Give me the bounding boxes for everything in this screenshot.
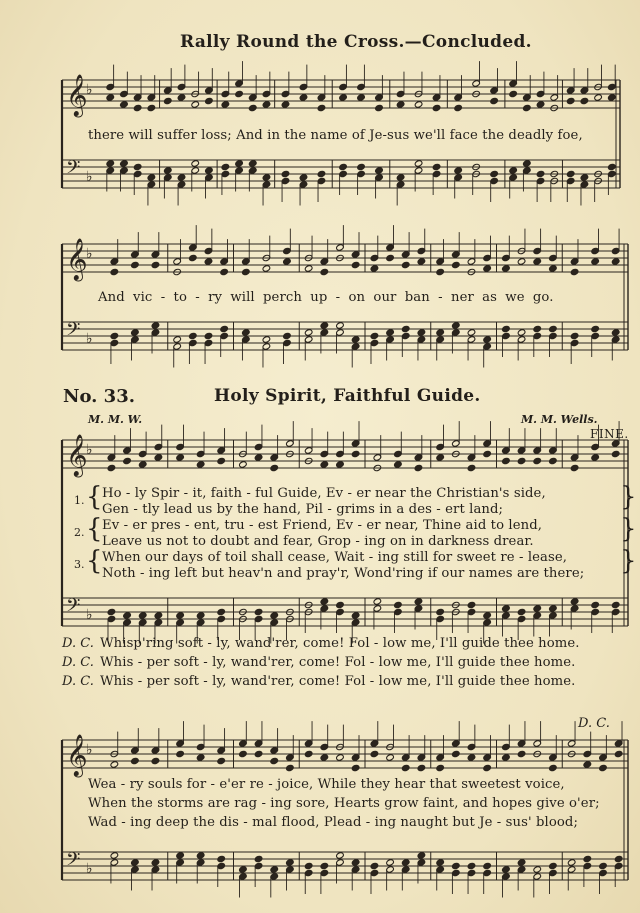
note-head xyxy=(304,750,313,757)
note-head xyxy=(270,464,279,471)
note-head xyxy=(611,258,620,265)
note-head xyxy=(110,852,119,859)
note-head xyxy=(394,461,403,468)
note-head xyxy=(483,336,492,343)
note-head xyxy=(517,859,526,866)
verse-number-2: 2. xyxy=(74,526,85,539)
note-head xyxy=(317,104,326,111)
note-head xyxy=(254,608,263,615)
note-head xyxy=(299,94,308,101)
note-head xyxy=(608,163,617,170)
note-head xyxy=(235,90,244,97)
note-head xyxy=(454,167,463,174)
dc-marker: D. C. xyxy=(62,636,94,651)
note-head xyxy=(614,855,623,862)
note-head xyxy=(320,461,329,468)
note-head xyxy=(414,464,423,471)
note-head xyxy=(106,94,115,101)
note-head xyxy=(570,332,579,339)
note-head xyxy=(270,612,279,619)
note-head xyxy=(123,612,132,619)
note-head xyxy=(417,764,426,771)
flat-icon: ♭ xyxy=(86,169,93,185)
words-credit: M. M. W. xyxy=(88,413,143,426)
verse-1-line-2: Gen - tly lead us by the hand, Pil - grims in a des - ert land; xyxy=(102,502,504,517)
note-head xyxy=(217,855,226,862)
note-head xyxy=(502,457,511,464)
treble-clef-icon: 𝄞 xyxy=(66,433,88,476)
note-head xyxy=(549,265,558,272)
note-head xyxy=(490,97,499,104)
note-head xyxy=(262,101,271,108)
note-head xyxy=(483,450,492,457)
dc-line-2: Whis - per soft - ly, wand'rer, come! Fol - low me, I'll guide thee home. xyxy=(100,655,576,670)
note-head xyxy=(517,258,526,265)
note-head xyxy=(196,754,205,761)
note-head xyxy=(502,866,511,873)
note-head xyxy=(154,612,163,619)
chorus-line-1: Wea - ry souls for - e'er re - joice, While they hear that sweetest voice, xyxy=(88,777,565,792)
note-head xyxy=(191,160,200,167)
note-head xyxy=(320,754,329,761)
note-head xyxy=(317,170,326,177)
note-head xyxy=(523,160,532,167)
rally-lyric-line-1: there will suffer loss; And in the name of Je-sus we'll face the deadly foe, xyxy=(88,128,583,143)
note-head xyxy=(533,325,542,332)
verse-3-line-2: Noth - ing left but heav'n and pray'r, Wond'ring if our names are there; xyxy=(102,566,585,581)
note-head xyxy=(339,94,348,101)
note-head xyxy=(436,859,445,866)
bass-clef-icon: 𝄢 xyxy=(66,319,81,345)
verse-brace-right: } xyxy=(620,514,637,544)
chorus-line-3: Wad - ing deep the dis - mal flood, Plead - ing naught but Je - sus' blood; xyxy=(88,815,579,830)
note-head xyxy=(283,332,292,339)
note-head xyxy=(467,329,476,336)
note-head xyxy=(217,757,226,764)
note-head xyxy=(248,160,257,167)
note-head xyxy=(549,325,558,332)
note-head xyxy=(432,104,441,111)
note-head xyxy=(517,457,526,464)
note-head xyxy=(147,174,156,181)
note-head xyxy=(536,170,545,177)
note-head xyxy=(138,612,147,619)
note-head xyxy=(608,94,617,101)
note-head xyxy=(254,750,263,757)
note-head xyxy=(239,750,248,757)
note-head xyxy=(283,258,292,265)
note-head xyxy=(281,170,290,177)
note-head xyxy=(401,261,410,268)
note-head xyxy=(131,859,140,866)
note-head xyxy=(599,862,608,869)
note-head xyxy=(591,258,600,265)
note-head xyxy=(336,852,345,859)
note-head xyxy=(320,268,329,275)
music-credit: M. M. Wells. xyxy=(521,413,598,426)
note-head xyxy=(336,461,345,468)
treble-clef-icon: 𝄞 xyxy=(66,73,88,116)
note-head xyxy=(336,322,345,329)
note-head xyxy=(452,322,461,329)
note-head xyxy=(242,268,251,275)
note-head xyxy=(386,754,395,761)
note-head xyxy=(483,764,492,771)
note-head xyxy=(133,104,142,111)
note-head xyxy=(254,855,263,862)
note-head xyxy=(336,601,345,608)
note-head xyxy=(239,866,248,873)
note-head xyxy=(517,750,526,757)
note-head xyxy=(110,761,119,768)
note-head xyxy=(483,265,492,272)
note-head xyxy=(191,101,200,108)
note-head xyxy=(304,862,313,869)
note-head xyxy=(467,754,476,761)
bass-clef-icon: 𝄢 xyxy=(66,157,81,183)
note-head xyxy=(417,852,426,859)
verse-brace-right: } xyxy=(620,546,637,576)
note-head xyxy=(533,258,542,265)
note-head xyxy=(176,750,185,757)
note-head xyxy=(177,94,186,101)
note-head xyxy=(467,862,476,869)
note-head xyxy=(320,862,329,869)
note-head xyxy=(467,601,476,608)
note-head xyxy=(123,457,132,464)
note-head xyxy=(502,265,511,272)
note-head xyxy=(386,329,395,336)
bass-clef-icon: 𝄢 xyxy=(66,595,81,621)
note-head xyxy=(151,261,160,268)
note-head xyxy=(370,332,379,339)
note-head xyxy=(357,163,366,170)
note-head xyxy=(591,325,600,332)
note-head xyxy=(509,167,518,174)
note-head xyxy=(304,329,313,336)
hymn-number: No. 33. xyxy=(63,386,135,407)
note-head xyxy=(580,174,589,181)
note-head xyxy=(147,104,156,111)
note-head xyxy=(386,859,395,866)
note-head xyxy=(106,160,115,167)
dc-marker: D. C. xyxy=(62,655,94,670)
note-head xyxy=(205,167,214,174)
note-head xyxy=(533,866,542,873)
note-head xyxy=(502,754,511,761)
verse-brace-right: } xyxy=(620,482,637,512)
note-head xyxy=(304,265,313,272)
note-head xyxy=(401,325,410,332)
verse-number-3: 3. xyxy=(74,558,85,571)
flat-icon: ♭ xyxy=(86,861,93,877)
note-head xyxy=(131,261,140,268)
note-head xyxy=(370,265,379,272)
note-head xyxy=(599,764,608,771)
note-head xyxy=(196,852,205,859)
page-header-title: Rally Round the Cross.—Concluded. xyxy=(180,32,532,52)
note-head xyxy=(110,332,119,339)
note-head xyxy=(173,336,182,343)
note-head xyxy=(205,97,214,104)
note-head xyxy=(401,859,410,866)
note-head xyxy=(138,461,147,468)
note-head xyxy=(533,605,542,612)
verse-1-line-1: Ho - ly Spir - it, faith - ful Guide, Ev - er near the Christian's side, xyxy=(102,486,546,501)
note-head xyxy=(339,163,348,170)
note-head xyxy=(417,329,426,336)
verse-brace-left: { xyxy=(86,514,103,544)
note-head xyxy=(375,104,384,111)
flat-icon: ♭ xyxy=(86,442,93,458)
note-head xyxy=(154,454,163,461)
flat-icon: ♭ xyxy=(86,331,93,347)
note-head xyxy=(517,608,526,615)
treble-clef-icon: 𝄞 xyxy=(66,237,88,280)
note-head xyxy=(262,174,271,181)
note-head xyxy=(414,101,423,108)
note-head xyxy=(110,268,119,275)
note-head xyxy=(107,608,116,615)
dc-line-3: Whis - per soft - ly, wand'rer, come! Fol - low me, I'll guide thee home. xyxy=(100,674,576,689)
note-head xyxy=(533,457,542,464)
note-head xyxy=(351,859,360,866)
note-head xyxy=(452,750,461,757)
note-head xyxy=(386,254,395,261)
note-head xyxy=(611,329,620,336)
note-head xyxy=(414,598,423,605)
dc-mark: D. C. xyxy=(578,716,610,731)
note-head xyxy=(490,170,499,177)
note-head xyxy=(549,605,558,612)
note-head xyxy=(436,608,445,615)
note-head xyxy=(467,464,476,471)
note-head xyxy=(594,94,603,101)
note-head xyxy=(204,332,213,339)
note-head xyxy=(217,457,226,464)
note-head xyxy=(262,336,271,343)
verse-2-line-1: Ev - er pres - ent, tru - est Friend, Ev - er near, Thine aid to lend, xyxy=(102,518,543,533)
note-head xyxy=(452,862,461,869)
note-head xyxy=(417,258,426,265)
note-head xyxy=(436,268,445,275)
note-head xyxy=(370,750,379,757)
note-head xyxy=(591,601,600,608)
note-head xyxy=(176,454,185,461)
note-head xyxy=(566,97,575,104)
note-head xyxy=(432,163,441,170)
bass-clef-icon: 𝄢 xyxy=(66,849,81,875)
note-head xyxy=(220,268,229,275)
note-head xyxy=(254,454,263,461)
note-head xyxy=(351,612,360,619)
flat-icon: ♭ xyxy=(86,82,93,98)
note-head xyxy=(570,598,579,605)
note-head xyxy=(270,866,279,873)
note-head xyxy=(320,322,329,329)
note-head xyxy=(351,261,360,268)
treble-clef-icon: 𝄞 xyxy=(66,733,88,776)
note-head xyxy=(120,101,129,108)
verse-3-line-1: When our days of toil shall cease, Wait - ing still for sweet re - lease, xyxy=(102,550,568,565)
note-head xyxy=(375,167,384,174)
note-head xyxy=(502,325,511,332)
note-head xyxy=(221,163,230,170)
note-head xyxy=(196,612,205,619)
note-head xyxy=(567,859,576,866)
note-head xyxy=(220,325,229,332)
note-head xyxy=(351,336,360,343)
note-head xyxy=(452,261,461,268)
note-head xyxy=(502,605,511,612)
note-head xyxy=(396,174,405,181)
note-head xyxy=(262,265,271,272)
note-head xyxy=(151,859,160,866)
note-head xyxy=(217,608,226,615)
note-head xyxy=(235,160,244,167)
note-head xyxy=(454,104,463,111)
note-head xyxy=(370,862,379,869)
note-head xyxy=(320,598,329,605)
note-head xyxy=(566,170,575,177)
verse-brace-left: { xyxy=(86,546,103,576)
note-head xyxy=(483,862,492,869)
note-head xyxy=(204,258,213,265)
note-head xyxy=(436,329,445,336)
note-head xyxy=(536,101,545,108)
note-head xyxy=(164,167,173,174)
note-head xyxy=(221,101,230,108)
note-head xyxy=(151,322,160,329)
note-head xyxy=(351,450,360,457)
note-head xyxy=(517,329,526,336)
note-head xyxy=(523,104,532,111)
note-head xyxy=(164,97,173,104)
note-head xyxy=(351,764,360,771)
note-head xyxy=(583,855,592,862)
note-head xyxy=(373,598,382,605)
verse-number-1: 1. xyxy=(74,494,85,507)
rally-lyric-line-2: And vic - to - ry will perch up - on our ban - ner as we go. xyxy=(98,290,554,305)
verse-2-line-2: Leave us not to doubt and fear, Grop - ing on in darkness drear. xyxy=(102,534,534,549)
note-head xyxy=(611,601,620,608)
chorus-line-2: When the storms are rag - ing sore, Hearts grow faint, and hopes give o'er; xyxy=(88,796,600,811)
note-head xyxy=(549,862,558,869)
hymn-title: Holy Spirit, Faithful Guide. xyxy=(214,386,481,406)
note-head xyxy=(580,97,589,104)
note-head xyxy=(436,764,445,771)
note-head xyxy=(286,764,295,771)
note-head xyxy=(270,757,279,764)
note-head xyxy=(133,163,142,170)
note-head xyxy=(591,454,600,461)
note-head xyxy=(549,764,558,771)
note-head xyxy=(281,101,290,108)
note-head xyxy=(483,612,492,619)
note-head xyxy=(131,757,140,764)
verse-brace-left: { xyxy=(86,482,103,512)
note-head xyxy=(286,859,295,866)
flat-icon: ♭ xyxy=(86,246,93,262)
note-head xyxy=(357,94,366,101)
note-head xyxy=(176,852,185,859)
note-head xyxy=(394,601,403,608)
note-head xyxy=(189,332,198,339)
note-head xyxy=(549,457,558,464)
note-head xyxy=(196,461,205,468)
note-head xyxy=(131,329,140,336)
note-head xyxy=(299,174,308,181)
note-head xyxy=(177,174,186,181)
note-head xyxy=(583,761,592,768)
flat-icon: ♭ xyxy=(86,607,93,623)
note-head xyxy=(401,764,410,771)
fine-mark: FINE. xyxy=(590,427,629,441)
note-head xyxy=(614,750,623,757)
note-head xyxy=(176,612,185,619)
note-head xyxy=(151,757,160,764)
note-head xyxy=(239,461,248,468)
note-head xyxy=(570,268,579,275)
note-head xyxy=(436,454,445,461)
note-head xyxy=(120,160,129,167)
note-head xyxy=(414,160,423,167)
note-head xyxy=(248,104,257,111)
note-head xyxy=(509,90,518,97)
note-head xyxy=(242,329,251,336)
note-head xyxy=(570,464,579,471)
note-head xyxy=(189,254,198,261)
flat-icon: ♭ xyxy=(86,742,93,758)
note-head xyxy=(336,754,345,761)
dc-line-1: Whisp'ring soft - ly, wand'rer, come! Fol - low me, I'll guide thee home. xyxy=(100,636,580,651)
note-head xyxy=(107,464,116,471)
note-head xyxy=(396,101,405,108)
note-head xyxy=(611,450,620,457)
dc-marker: D. C. xyxy=(62,674,94,689)
